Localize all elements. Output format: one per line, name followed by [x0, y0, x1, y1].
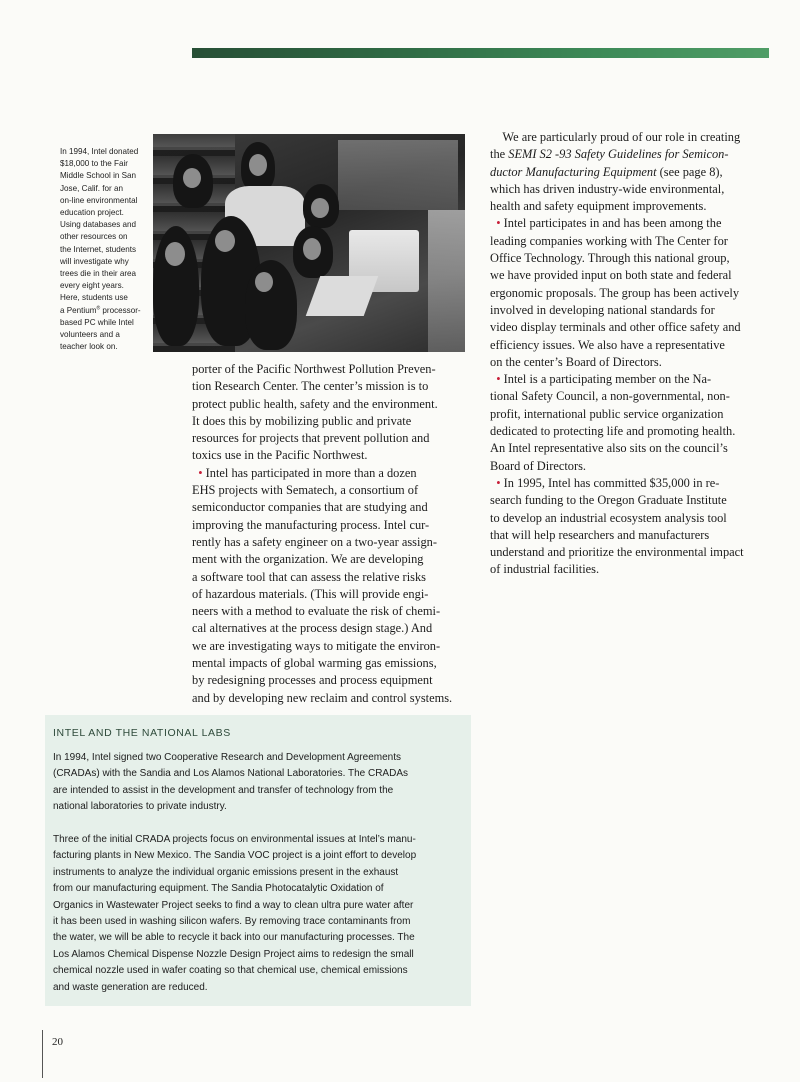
text-line: It does this by mobilizing public and private	[192, 413, 412, 428]
text-line: that will help researchers and manufacturers	[490, 527, 710, 542]
text-line: a software tool that can assess the relative risks	[192, 569, 426, 584]
text-line: tional Safety Council, a non-governmental, non-	[490, 389, 730, 404]
face	[183, 168, 201, 188]
face	[303, 238, 321, 260]
text-line: dedicated to protecting life and promoting health.	[490, 424, 736, 439]
caption-line: Here, students use	[60, 293, 128, 303]
caption-line: other resources on	[60, 232, 128, 242]
text-line: ment with the organization. We are developing	[192, 552, 424, 567]
text-line	[490, 164, 780, 181]
text-line: An Intel representative also sits on the council’s	[490, 441, 728, 456]
face	[249, 154, 267, 176]
caption-line: Using databases and	[60, 220, 137, 230]
caption-line: education project.	[60, 208, 124, 218]
students-classroom-photo	[153, 134, 465, 352]
bullet-text: In 1995, Intel has committed $35,000 in re-	[503, 475, 720, 490]
text-line: chemical nozzle used in wafer coating so that chemical use, chemical emissions	[53, 965, 408, 977]
text-line: Office Technology. Through this national group,	[490, 251, 730, 266]
window	[338, 140, 458, 210]
bullet: •	[198, 465, 203, 480]
text-line: video display terminals and other office safety and	[490, 320, 741, 335]
text-line: from our manufacturing equipment. The Sandia Photocatalytic Oxidation of	[53, 883, 384, 895]
wall-poster	[428, 210, 465, 352]
text-line: instruments to analyze the individual organic emissions present in the exhaust	[53, 866, 399, 878]
text-line: by redesigning processes and process equipment	[192, 673, 433, 688]
line-text: the	[490, 147, 509, 162]
face	[311, 198, 329, 218]
caption-line: will investigate why	[60, 256, 129, 266]
text-line: are intended to assist in the development and transfer of technology from the	[53, 784, 394, 796]
caption-line: based PC while Intel	[60, 317, 134, 327]
text-line: the water, we will be able to recycle it back into our manufacturing processes. The	[53, 932, 415, 944]
face	[165, 242, 185, 266]
text-line	[490, 146, 780, 163]
text-line: porter of the Pacific Northwest Pollution Preven-	[192, 362, 436, 376]
line-text: (see page 8),	[656, 164, 723, 179]
text-line: mental impacts of global warming gas emissions,	[192, 656, 437, 671]
text-line: resources for projects that prevent pollution and	[192, 431, 430, 446]
text-line: In 1994, Intel signed two Cooperative Research and Development Agreements	[53, 752, 401, 763]
line-text: We are particularly proud of our role in creating	[502, 130, 741, 144]
sidebar-paragraph	[53, 832, 465, 996]
text-line: efficiency issues. We also have a representative	[490, 337, 725, 352]
text-line	[490, 371, 780, 388]
text-line: to develop an industrial ecosystem analysis tool	[490, 510, 727, 525]
text-line: and by developing new reclaim and control systems.	[192, 690, 453, 705]
text-line: involved in developing national standards for	[490, 302, 715, 317]
photo-caption	[60, 146, 144, 353]
text-line: protect public health, safety and the environment.	[192, 396, 438, 411]
page-number-rule	[42, 1030, 43, 1078]
text-line: ergonomic proposals. The group has been actively	[490, 285, 740, 300]
caption-text: a Pentium	[60, 305, 97, 315]
text-line: improving the manufacturing process. Intel cur-	[192, 517, 430, 532]
text-line: tion Research Center. The center’s mission is to	[192, 379, 429, 394]
header-rule-bar	[192, 48, 769, 58]
bullet: •	[496, 216, 501, 231]
caption-line: volunteers and a	[60, 330, 120, 340]
face	[255, 272, 273, 292]
text-line: profit, international public service organization	[490, 406, 724, 421]
sidebar-paragraph	[53, 750, 465, 816]
text-line: understand and prioritize the environmental impact	[490, 545, 744, 560]
text-line: Los Alamos Chemical Dispense Nozzle Design Project aims to redesign the small	[53, 948, 414, 960]
text-line: Three of the initial CRADA projects focus on environmental issues at Intel’s manu-	[53, 834, 416, 845]
sidebar-heading: INTEL AND THE NATIONAL LABS	[53, 727, 231, 739]
text-line: and waste generation are reduced.	[53, 981, 208, 993]
text-line: it has been used in washing silicon wafers. By removing trace contaminants from	[53, 916, 411, 928]
text-line: leading companies working with The Center for	[490, 233, 728, 248]
text-line: of industrial facilities.	[490, 562, 600, 577]
text-line: search funding to the Oregon Graduate Institute	[490, 493, 727, 508]
publication-title: SEMI S2 -93 Safety Guidelines for Semicon-	[508, 147, 729, 162]
text-line: which has driven industry-wide environmental,	[490, 181, 725, 196]
caption-line: $18,000 to the Fair	[60, 159, 128, 169]
caption-line: the Internet, students	[60, 244, 137, 254]
text-line: national laboratories to private industry.	[53, 801, 227, 813]
text-line: health and safety equipment improvements.	[490, 199, 707, 214]
keyboard	[306, 276, 379, 316]
text-line: toxics use in the Pacific Northwest.	[192, 448, 368, 463]
caption-line: In 1994, Intel donated	[60, 147, 139, 156]
text-line: rently has a safety engineer on a two-year assign-	[192, 534, 437, 549]
text-line	[490, 475, 780, 492]
text-line: (CRADAs) with the Sandia and Los Alamos National Laboratories. The CRADAs	[53, 768, 408, 780]
bullet: •	[496, 475, 501, 490]
text-line: of hazardous materials. (This will provide engi-	[192, 586, 429, 601]
person	[245, 260, 297, 350]
text-line: facturing plants in New Mexico. The Sandia VOC project is a joint effort to develop	[53, 850, 417, 862]
caption-line: teacher look on.	[60, 342, 118, 352]
registered-mark: ®	[96, 304, 101, 311]
caption-line: Middle School in San	[60, 171, 137, 181]
page-number: 20	[52, 1036, 63, 1048]
bullet: •	[496, 372, 501, 387]
caption-line: Jose, Calif. for an	[60, 183, 123, 193]
article-column-middle	[192, 361, 476, 707]
caption-line: on-line environmental	[60, 195, 138, 205]
text-line: semiconductor companies that are studying and	[192, 500, 428, 515]
text-line: we are investigating ways to mitigate the environ-	[192, 638, 441, 653]
caption-line: trees die in their area	[60, 269, 137, 279]
text-line	[490, 215, 780, 232]
text-line	[192, 465, 476, 482]
face	[215, 230, 235, 252]
caption-line: every eight years.	[60, 281, 124, 291]
national-labs-sidebar	[45, 715, 471, 1006]
bullet-text: Intel participates in and has been among the	[503, 216, 722, 231]
text-line	[490, 129, 780, 146]
bullet-text: Intel is a participating member on the Na-	[503, 372, 712, 387]
text-line: Organics in Wastewater Project seeks to find a way to clean ultra pure water after	[53, 899, 414, 911]
bullet-text: Intel has participated in more than a dozen	[205, 465, 417, 480]
text-line: neers with a method to evaluate the risk of chemi-	[192, 604, 441, 619]
text-line: cal alternatives at the process design stage.) And	[192, 621, 433, 636]
caption-line	[60, 305, 144, 317]
text-line: Board of Directors.	[490, 458, 586, 473]
text-line: on the center’s Board of Directors.	[490, 354, 662, 369]
text-line: we have provided input on both state and federal	[490, 268, 732, 283]
article-column-right	[490, 129, 780, 579]
text-line: EHS projects with Sematech, a consortium of	[192, 483, 419, 498]
caption-text: processor-	[102, 305, 141, 315]
publication-title: ductor Manufacturing Equipment	[490, 164, 657, 179]
